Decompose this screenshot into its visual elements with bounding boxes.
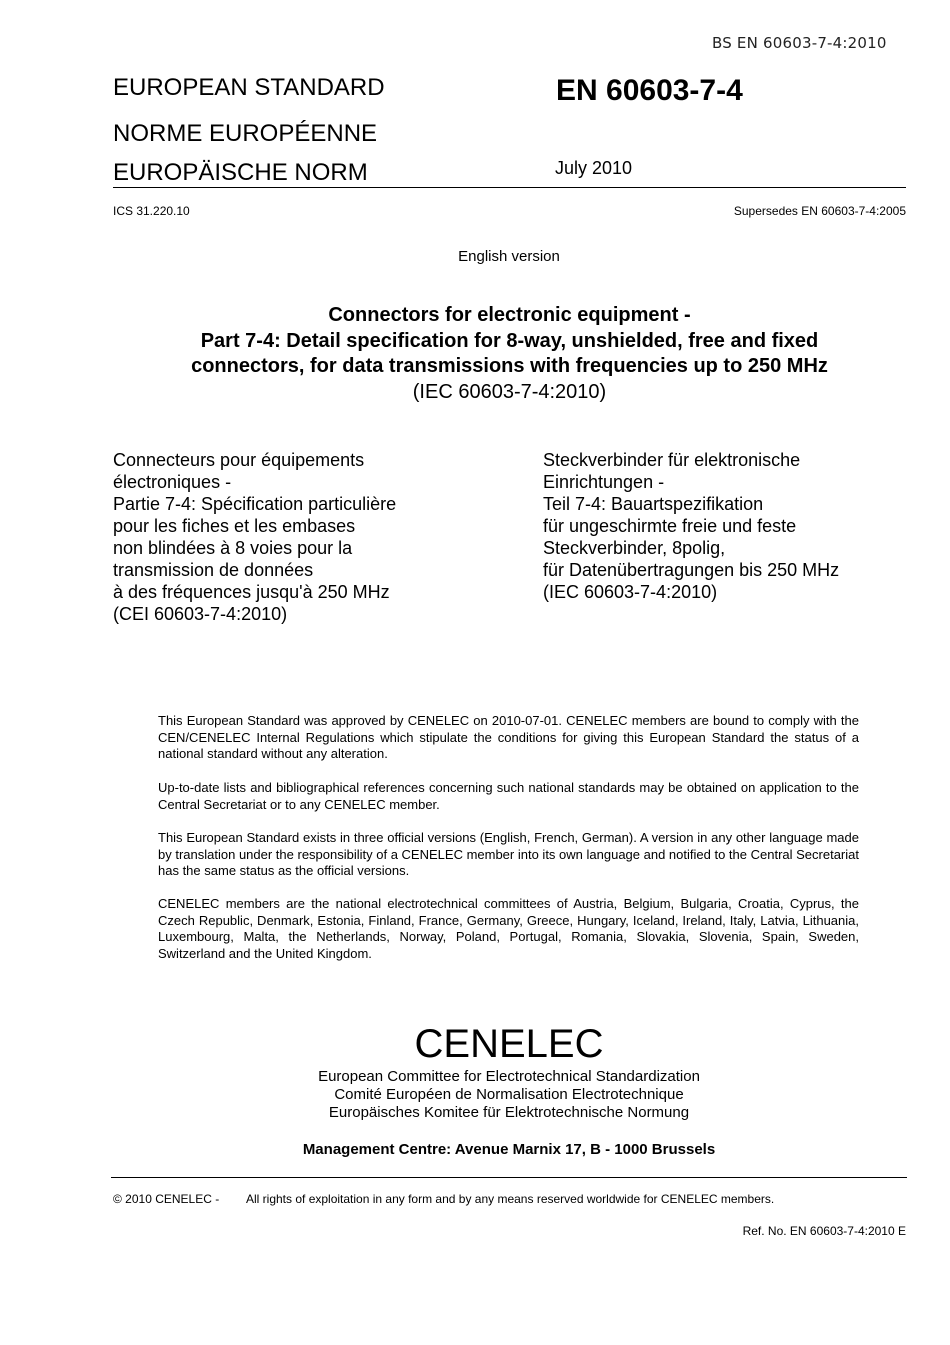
management-centre-address: Management Centre: Avenue Marnix 17, B - 1000 Brussels: [302, 1141, 716, 1158]
references-notice: Up-to-date lists and bibliographical references concerning such national standards may be obtained on application to the Central Secretariat or to any CENELEC member.: [158, 780, 859, 812]
french-title-line: non blindées à 8 voies pour la: [113, 538, 353, 558]
supersedes-note: Supersedes EN 60603-7-4:2005: [733, 204, 906, 218]
french-title-line: Partie 7-4: Spécification particulière: [113, 494, 397, 514]
versions-notice: This European Standard exists in three official versions (English, French, German). A version in any other language made by translation under the responsibility of a CENELEC member into its own language and notified to the Central Secretariat has the same status as the official versions.: [158, 830, 859, 879]
german-title-line: (IEC 60603-7-4:2010): [543, 582, 718, 602]
bs-reference: BS EN 60603-7-4:2010: [712, 34, 887, 52]
document-title: [113, 303, 906, 405]
german-title-line: Steckverbinder für elektronische: [543, 450, 801, 470]
ics-code: ICS 31.220.10: [113, 204, 190, 218]
organization-block: [0, 1020, 950, 1122]
title-iec-reference: (IEC 60603-7-4:2010): [412, 380, 607, 403]
french-title-line: transmission de données: [113, 560, 314, 580]
french-title: [113, 449, 513, 625]
title-line: connectors, for data transmissions with frequencies up to 250 MHz: [191, 355, 828, 377]
german-title-line: Einrichtungen -: [543, 472, 665, 492]
french-title-line: (CEI 60603-7-4:2010): [113, 604, 288, 624]
german-title-line: für Datenübertragungen bis 250 MHz: [543, 560, 840, 580]
language-version: English version: [458, 248, 560, 265]
french-title-line: Connecteurs pour équipements: [113, 450, 365, 470]
footer-divider: [111, 1177, 907, 1178]
german-title-line: Teil 7-4: Bauartspezifikation: [543, 494, 764, 514]
publication-date: July 2010: [555, 158, 633, 178]
organization-full-name-german: Europäisches Komitee für Elektrotechnische Normung: [328, 1104, 690, 1121]
organization-full-name-english: European Committee for Electrotechnical Standardization: [318, 1068, 700, 1085]
organization-name: CENELEC: [414, 1022, 604, 1066]
reference-number: Ref. No. EN 60603-7-4:2010 E: [742, 1224, 906, 1238]
standard-name-french: NORME EUROPÉENNE: [113, 120, 378, 147]
copyright-notice: © 2010 CENELEC -: [113, 1192, 220, 1206]
standard-name-english: EUROPEAN STANDARD: [113, 74, 385, 101]
header-divider: [113, 187, 906, 188]
french-title-line: pour les fiches et les embases: [113, 516, 356, 536]
members-notice: CENELEC members are the national electrotechnical committees of Austria, Belgium, Bulgaria, Croatia, Cyprus, the Czech Republic, Denmark, Estonia, Finland, France, Germany, Greece, Hungary, Iceland, Ireland, Italy, Latvia, Lithuania, Luxembourg, Malta, the Netherlands, Norway, Poland, Portugal, Romania, Slovakia, Slovenia, Spain, Sweden, Switzerland and the United Kingdom.: [158, 896, 859, 961]
german-title-line: für ungeschirmte freie und feste: [543, 516, 797, 536]
french-title-line: électroniques -: [113, 472, 232, 492]
title-line: Part 7-4: Detail specification for 8-way, unshielded, free and fixed: [200, 329, 819, 352]
standard-name-german: EUROPÄISCHE NORM: [113, 159, 368, 186]
approval-notice: This European Standard was approved by CENELEC on 2010-07-01. CENELEC members are bound to comply with the CEN/CENELEC Internal Regulations which stipulate the conditions for giving this European Standard the status of a national standard without any alteration.: [158, 713, 859, 762]
german-title-line: Steckverbinder, 8polig,: [543, 538, 726, 558]
german-title: [543, 449, 923, 603]
title-line: Connectors for electronic equipment -: [328, 304, 691, 326]
organization-full-name-french: Comité Européen de Normalisation Electrotechnique: [334, 1086, 684, 1103]
rights-statement: All rights of exploitation in any form and by any means reserved worldwide for CENELEC members.: [246, 1192, 775, 1206]
french-title-line: à des fréquences jusqu'à 250 MHz: [113, 582, 390, 602]
standard-number: EN 60603-7-4: [556, 74, 743, 107]
